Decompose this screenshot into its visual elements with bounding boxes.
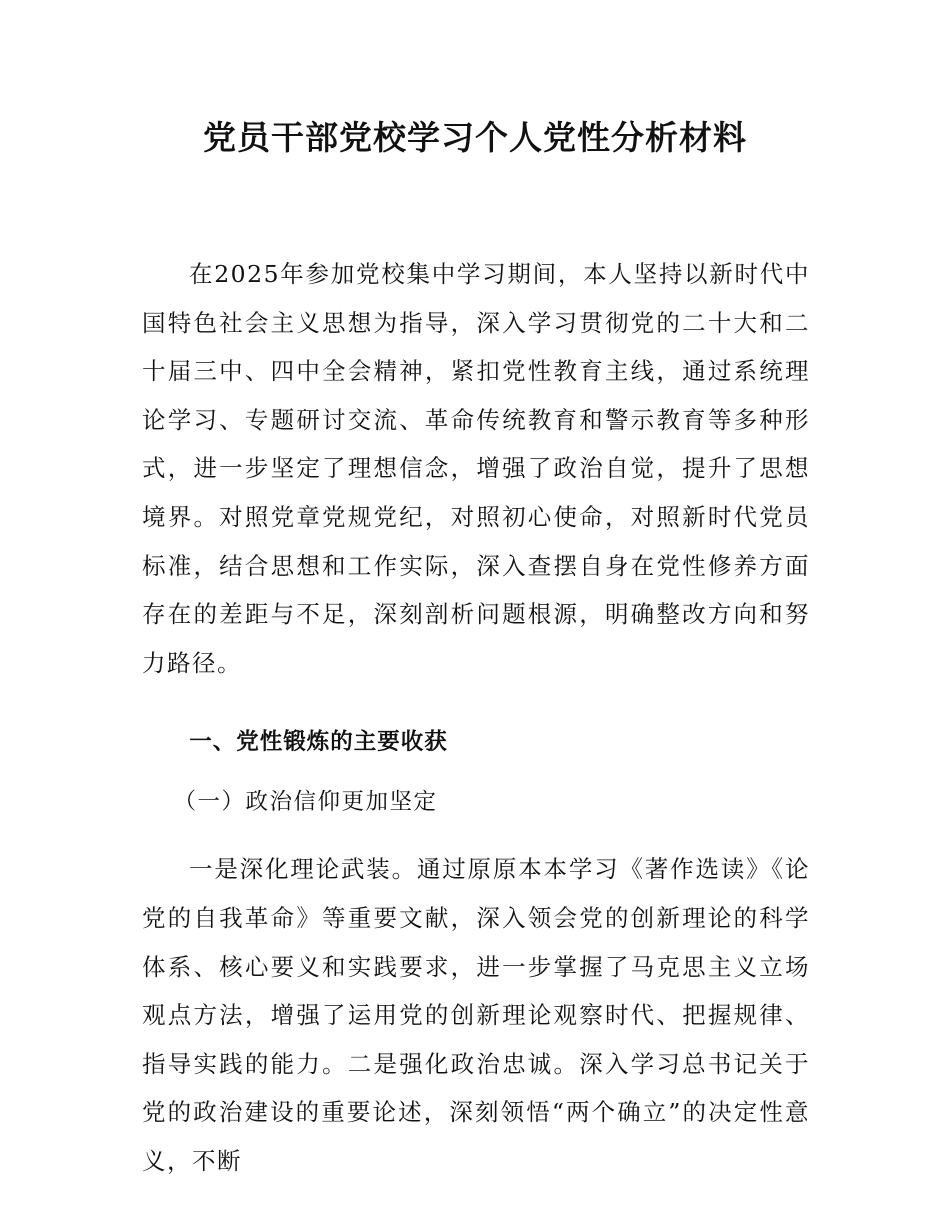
document-title: 党员干部党校学习个人党性分析材料 (203, 118, 747, 157)
document-body (142, 250, 810, 1186)
spacer (142, 687, 810, 727)
subsection-heading: （一）政治信仰更加坚定 (173, 789, 438, 816)
section-heading: 一、党性锻炼的主要收获 (189, 729, 448, 756)
intro-paragraph: 在2025年参加党校集中学习期间，本人坚持以新时代中国特色社会主义思想为指导，深入学习贯彻党的二十大和二十届三中、四中全会精神，紧扣党性教育主线，通过系统理论学习、专题研讨交流、革命传统教育和警示教育等多种形式，进一步坚定了理想信念，增强了政治自觉，提升了思想境界。对照党章党规党纪，对照初心使命，对照新时代党员标准，结合思想和工作实际，深入查摆自身在党性修养方面存在的差距与不足，深刻剖析问题根源，明确整改方向和努力路径。 (142, 260, 810, 677)
subsection-paragraph: 一是深化理论武装。通过原原本本学习《著作选读》《论党的自我革命》等重要文献，深入领会党的创新理论的科学体系、核心要义和实践要求，进一步掌握了马克思主义立场观点方法，增强了运用党的创新理论观察时代、把握规律、指导实践的能力。二是强化政治忠诚。深入学习总书记关于党的政治建设的重要论述，深刻领悟“两个确立”的决定性意义，不断 (142, 855, 810, 1175)
spacer (142, 757, 810, 787)
spacer (142, 817, 810, 845)
